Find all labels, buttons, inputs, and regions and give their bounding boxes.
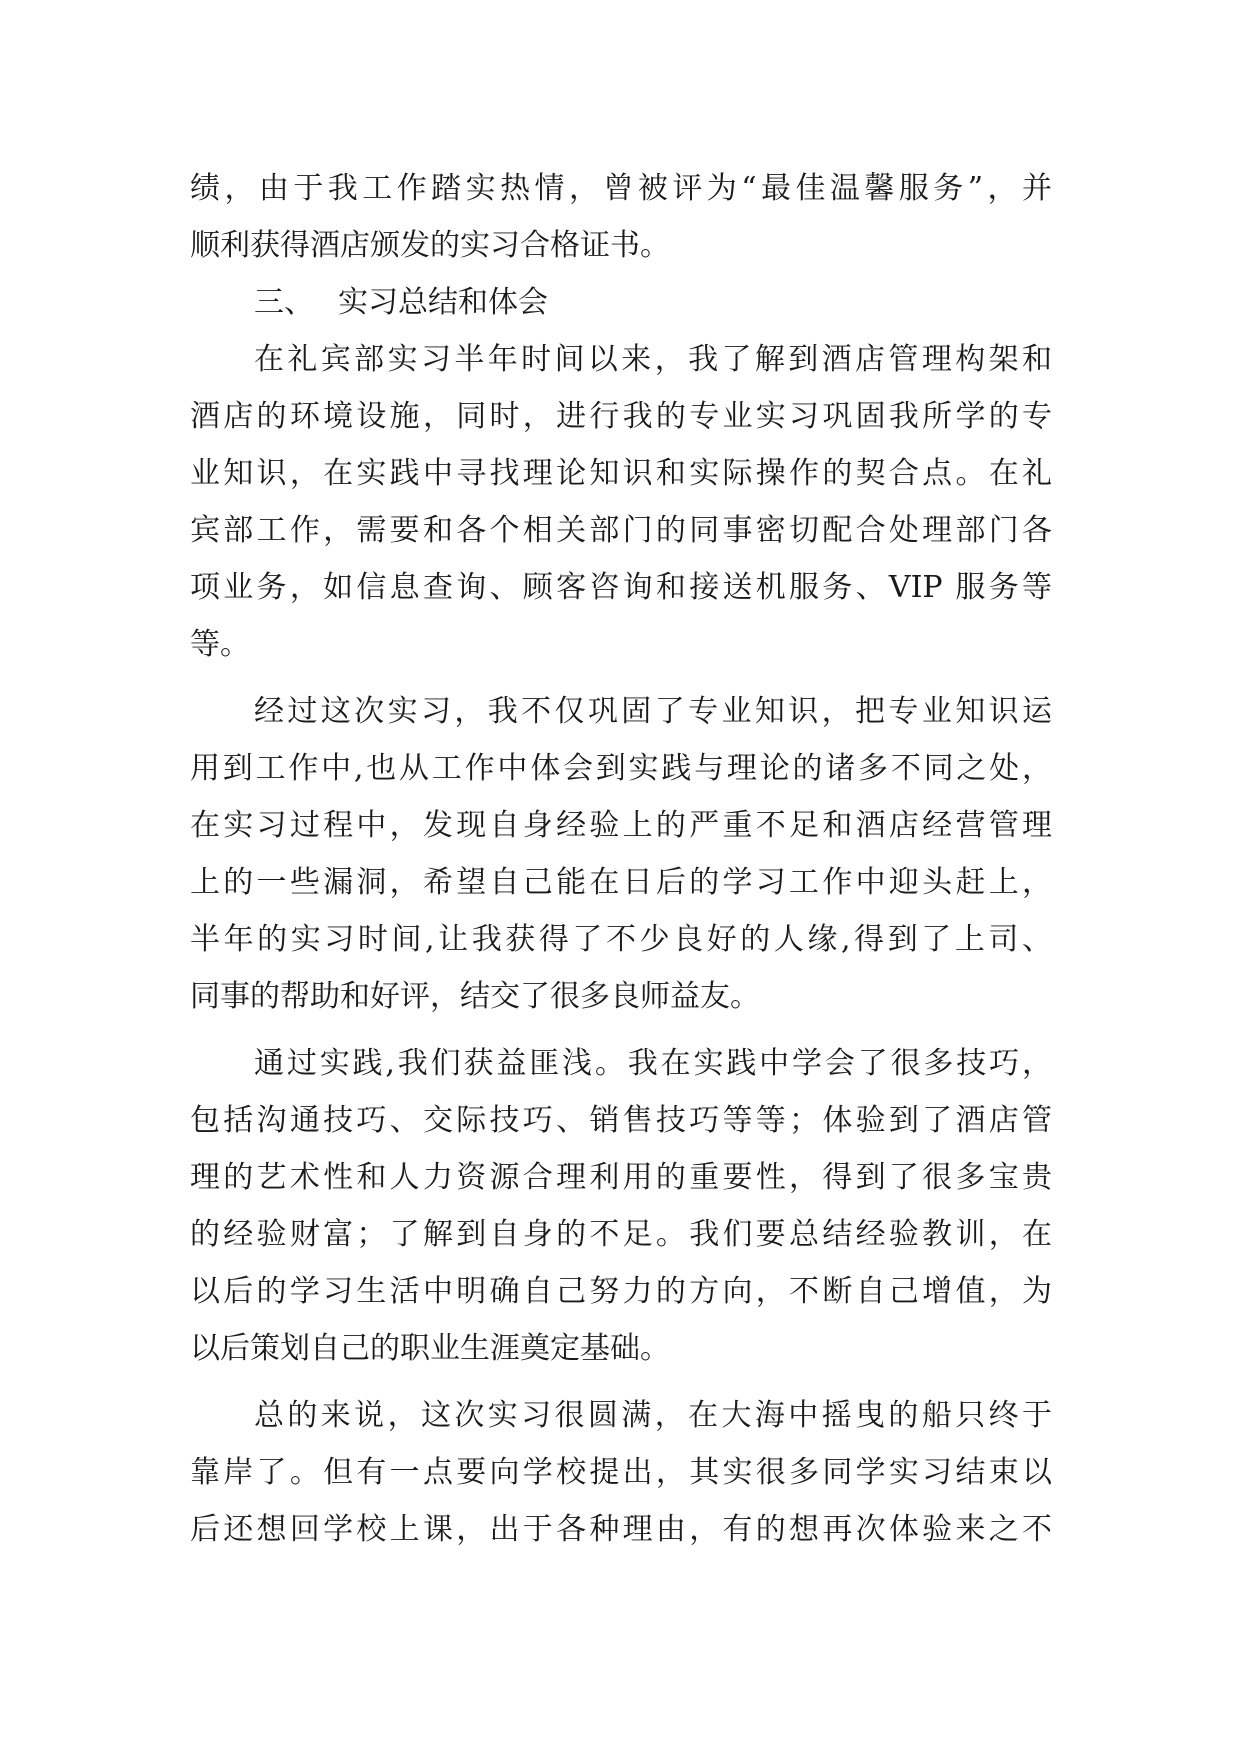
paragraph-line: 等。 xyxy=(190,627,250,662)
paragraph-line: 通过实践,我们获益匪浅。我在实践中学会了很多技巧， xyxy=(254,1046,1052,1081)
paragraph-line: 靠岸了。但有一点要向学校提出，其实很多同学实习结束以 xyxy=(190,1455,1052,1490)
section-title: 实习总结和体会 xyxy=(338,285,548,320)
document-body xyxy=(190,160,1052,1558)
section-heading xyxy=(190,274,1052,331)
paragraph-line: 宾部工作，需要和各个相关部门的同事密切配合处理部门各 xyxy=(190,513,1052,548)
paragraph-line: 上的一些漏洞，希望自己能在日后的学习工作中迎头赶上， xyxy=(190,865,1052,900)
paragraph-line: 酒店的环境设施，同时，进行我的专业实习巩固我所学的专 xyxy=(190,399,1052,434)
paragraph-line: 总的来说，这次实习很圆满，在大海中摇曳的船只终于 xyxy=(254,1398,1052,1433)
paragraph-line: 顺利获得酒店颁发的实习合格证书。 xyxy=(190,228,670,263)
section-number: 三、 xyxy=(254,285,314,320)
paragraph-line: 在礼宾部实习半年时间以来，我了解到酒店管理构架和 xyxy=(254,342,1052,377)
paragraph-line: 理的艺术性和人力资源合理利用的重要性，得到了很多宝贵 xyxy=(190,1160,1052,1195)
paragraph-line: 以后策划自己的职业生涯奠定基础。 xyxy=(190,1331,670,1366)
paragraph-line: 后还想回学校上课，出于各种理由，有的想再次体验来之不 xyxy=(190,1512,1052,1547)
paragraph-line: 在实习过程中，发现自身经验上的严重不足和酒店经营管理 xyxy=(190,808,1052,843)
paragraph-line: 用到工作中,也从工作中体会到实践与理论的诸多不同之处， xyxy=(190,751,1052,786)
paragraph-line: 包括沟通技巧、交际技巧、销售技巧等等；体验到了酒店管 xyxy=(190,1103,1052,1138)
paragraph-line: 业知识，在实践中寻找理论知识和实际操作的契合点。在礼 xyxy=(190,456,1052,491)
paragraph-line: 绩，由于我工作踏实热情，曾被评为“最佳温馨服务”，并 xyxy=(190,171,1052,206)
paragraph-line: 同事的帮助和好评，结交了很多良师益友。 xyxy=(190,979,760,1014)
paragraph-line: 项业务，如信息查询、顾客咨询和接送机服务、VIP 服务等 xyxy=(190,570,1052,605)
paragraph-line: 的经验财富；了解到自身的不足。我们要总结经验教训，在 xyxy=(190,1217,1052,1252)
paragraph-line: 经过这次实习，我不仅巩固了专业知识，把专业知识运 xyxy=(254,694,1052,729)
paragraph-line: 半年的实习时间,让我获得了不少良好的人缘,得到了上司、 xyxy=(190,922,1052,957)
paragraph-line: 以后的学习生活中明确自己努力的方向，不断自己增值，为 xyxy=(190,1274,1052,1309)
